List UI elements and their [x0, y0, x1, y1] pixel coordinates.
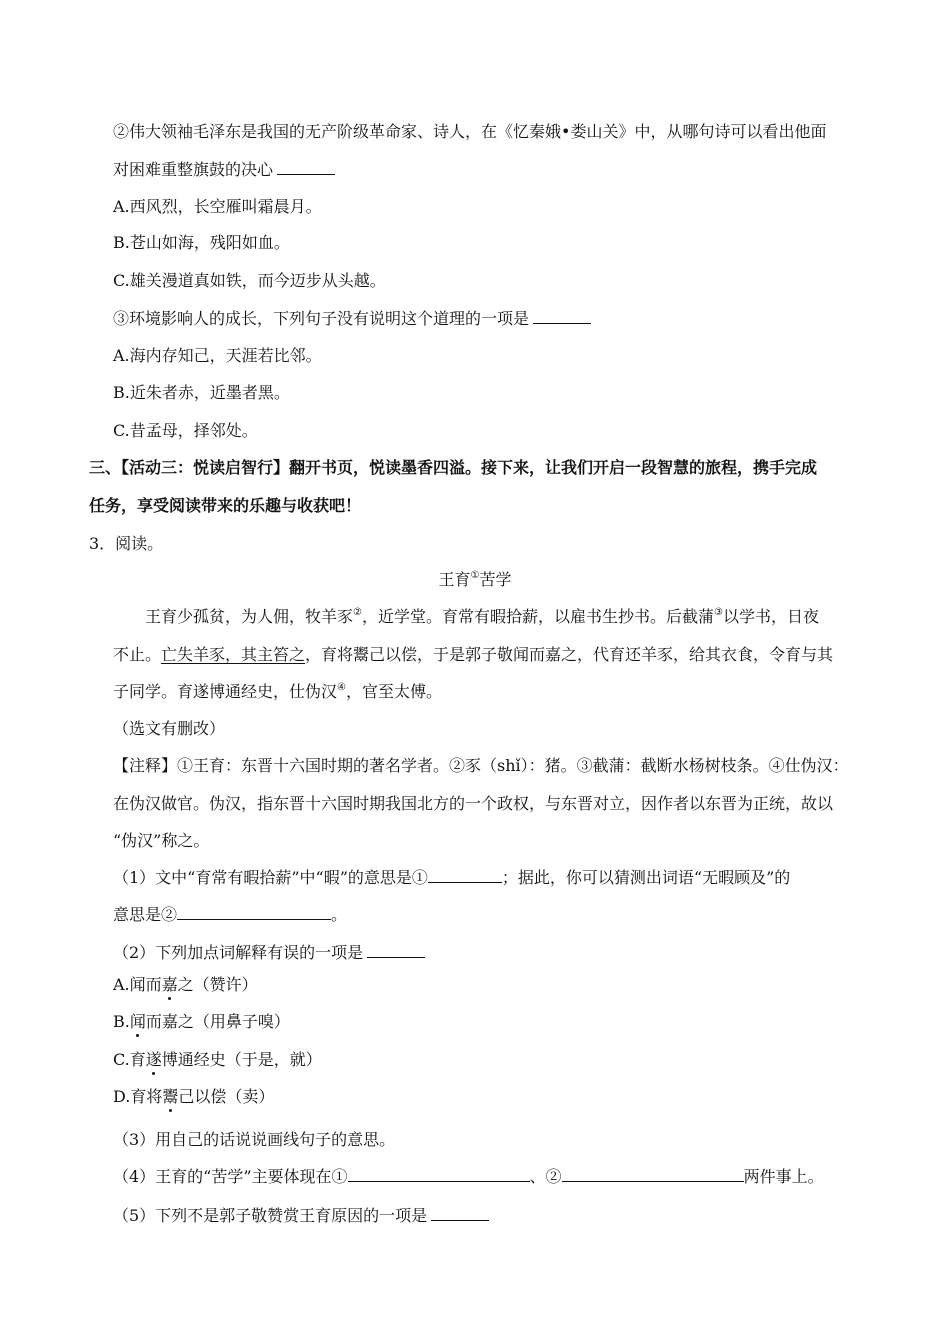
passage-title [0, 570, 950, 590]
sub4-blank-1[interactable] [348, 1167, 530, 1182]
passage-text: ，育将鬻己以偿，于是郭子敬闻而嘉之，代育还羊豕，给其衣食，令育与其 [305, 645, 834, 664]
notes-line3: “伪汉”称之。 [113, 831, 210, 850]
sub2-option-c [113, 1050, 322, 1070]
sub4-text: 两件事上。 [743, 1167, 824, 1186]
sub4-text: （4）王育的“苦学”主要体现在① [113, 1167, 348, 1186]
option-text: 而嘉之（用鼻子嗅） [145, 1012, 290, 1031]
sub1-blank-2[interactable] [177, 905, 331, 920]
passage-line1 [145, 607, 819, 627]
q2-option-a: A.西风烈，长空雁叫霜晨月。 [113, 197, 322, 216]
dotted-word: 鬻 [162, 1087, 179, 1106]
passage-title-b: 苦学 [479, 570, 512, 589]
option-text: A.闻而 [113, 975, 162, 994]
dotted-word: 遂 [145, 1050, 162, 1069]
option-text: 己以偿（卖） [178, 1087, 275, 1106]
sub4-text: 、② [529, 1167, 562, 1186]
sub2-option-b [113, 1012, 290, 1032]
option-text: D.育将 [113, 1087, 163, 1106]
q2-stem-line2 [113, 160, 335, 180]
sub4-blank-2[interactable] [562, 1167, 744, 1182]
sub2-stem-text: （2）下列加点词解释有误的一项是 [113, 943, 364, 962]
q2-option-c: C.雄关漫道真如铁，而今迈步从头越。 [113, 271, 386, 290]
sub1-text: 意思是② [113, 905, 178, 924]
sub2-option-a [113, 975, 258, 995]
note-ref-2: ② [353, 607, 362, 618]
passage-text: 王育少孤贫，为人佣，牧羊豕 [145, 607, 354, 626]
sub5-answer-blank[interactable] [431, 1206, 489, 1221]
passage-text: 不止。 [113, 645, 162, 664]
note-ref-1: ① [470, 570, 480, 581]
dotted-word: 嘉 [161, 975, 178, 994]
option-text: B. [113, 1012, 130, 1031]
q3-option-b: B.近朱者赤，近墨者黑。 [113, 383, 290, 402]
q2-answer-blank[interactable] [277, 160, 335, 175]
underlined-sentence: 亡失羊豕，其主笞之 [161, 645, 306, 664]
section-heading-line2: 任务，享受阅读带来的乐趣与收获吧！ [89, 496, 362, 515]
q3-option-c: C.昔孟母，择邻处。 [113, 421, 258, 440]
sub5-text: （5）下列不是郭子敬赞赏王育原因的一项是 [113, 1206, 428, 1225]
section-heading-line1: 三、【活动三：悦读启智行】翻开书页，悦读墨香四溢。接下来，让我们开启一段智慧的旅程，携手完成 [89, 458, 818, 477]
q2-option-b: B.苍山如海，残阳如血。 [113, 233, 290, 252]
question-number: 3．阅读。 [89, 534, 164, 553]
sub4 [113, 1167, 824, 1187]
passage-text: ，官至太傅。 [345, 682, 442, 701]
sub1-line1 [113, 868, 790, 888]
q3-stem [113, 309, 591, 329]
sub1-text: （1）文中“育常有暇拾薪”中“暇”的意思是① [113, 868, 428, 887]
note-ref-4: ④ [337, 682, 346, 693]
sub2-option-d [113, 1087, 274, 1107]
notes-line1: 【注释】①王育：东晋十六国时期的著名学者。②豕（shǐ）：猪。③截蒲：截断水杨树枝条。④仕伪汉： [113, 756, 849, 775]
sub1-blank-1[interactable] [428, 868, 502, 883]
sub1-line2 [113, 905, 347, 925]
sub1-text: ；据此，你可以猜测出词语“无暇顾及”的 [501, 868, 791, 887]
passage-text: ，近学堂。育常有暇拾薪，以雇书生抄书。后截蒲 [361, 607, 714, 626]
note-ref-3: ③ [714, 607, 723, 618]
notes-line2: 在伪汉做官。伪汉，指东晋十六国时期我国北方的一个政权，与东晋对立，因作者以东晋为正统，故以 [113, 794, 834, 813]
q3-stem-text: ③环境影响人的成长，下列句子没有说明这个道理的一项是 [113, 309, 530, 328]
dotted-word: 闻 [129, 1012, 146, 1031]
sub5 [113, 1206, 489, 1226]
sub3: （3）用自己的话说说画线句子的意思。 [113, 1130, 396, 1149]
option-text: 博通经史（于是，就） [161, 1050, 322, 1069]
q2-stem-line1: ②伟大领袖毛泽东是我国的无产阶级革命家、诗人，在《忆秦娥•娄山关》中，从哪句诗可以看出他面 [113, 122, 827, 141]
passage-line2 [113, 645, 833, 665]
passage-title-a: 王育 [438, 570, 471, 589]
sub2-stem [113, 943, 425, 963]
passage-text: 子同学。育遂博通经史，仕伪汉 [113, 682, 338, 701]
q3-option-a: A.海内存知己，天涯若比邻。 [113, 346, 322, 365]
passage-line3 [113, 682, 442, 702]
passage-text: 以学书，日夜 [722, 607, 819, 626]
sub2-answer-blank[interactable] [367, 943, 425, 958]
q2-stem-text: 对困难重整旗鼓的决心 [113, 160, 274, 179]
q3-answer-blank[interactable] [533, 309, 591, 324]
sub1-text: 。 [331, 905, 348, 924]
option-text: 之（赞许） [177, 975, 258, 994]
passage-source: （选文有删改） [113, 719, 226, 738]
option-text: C.育 [113, 1050, 146, 1069]
